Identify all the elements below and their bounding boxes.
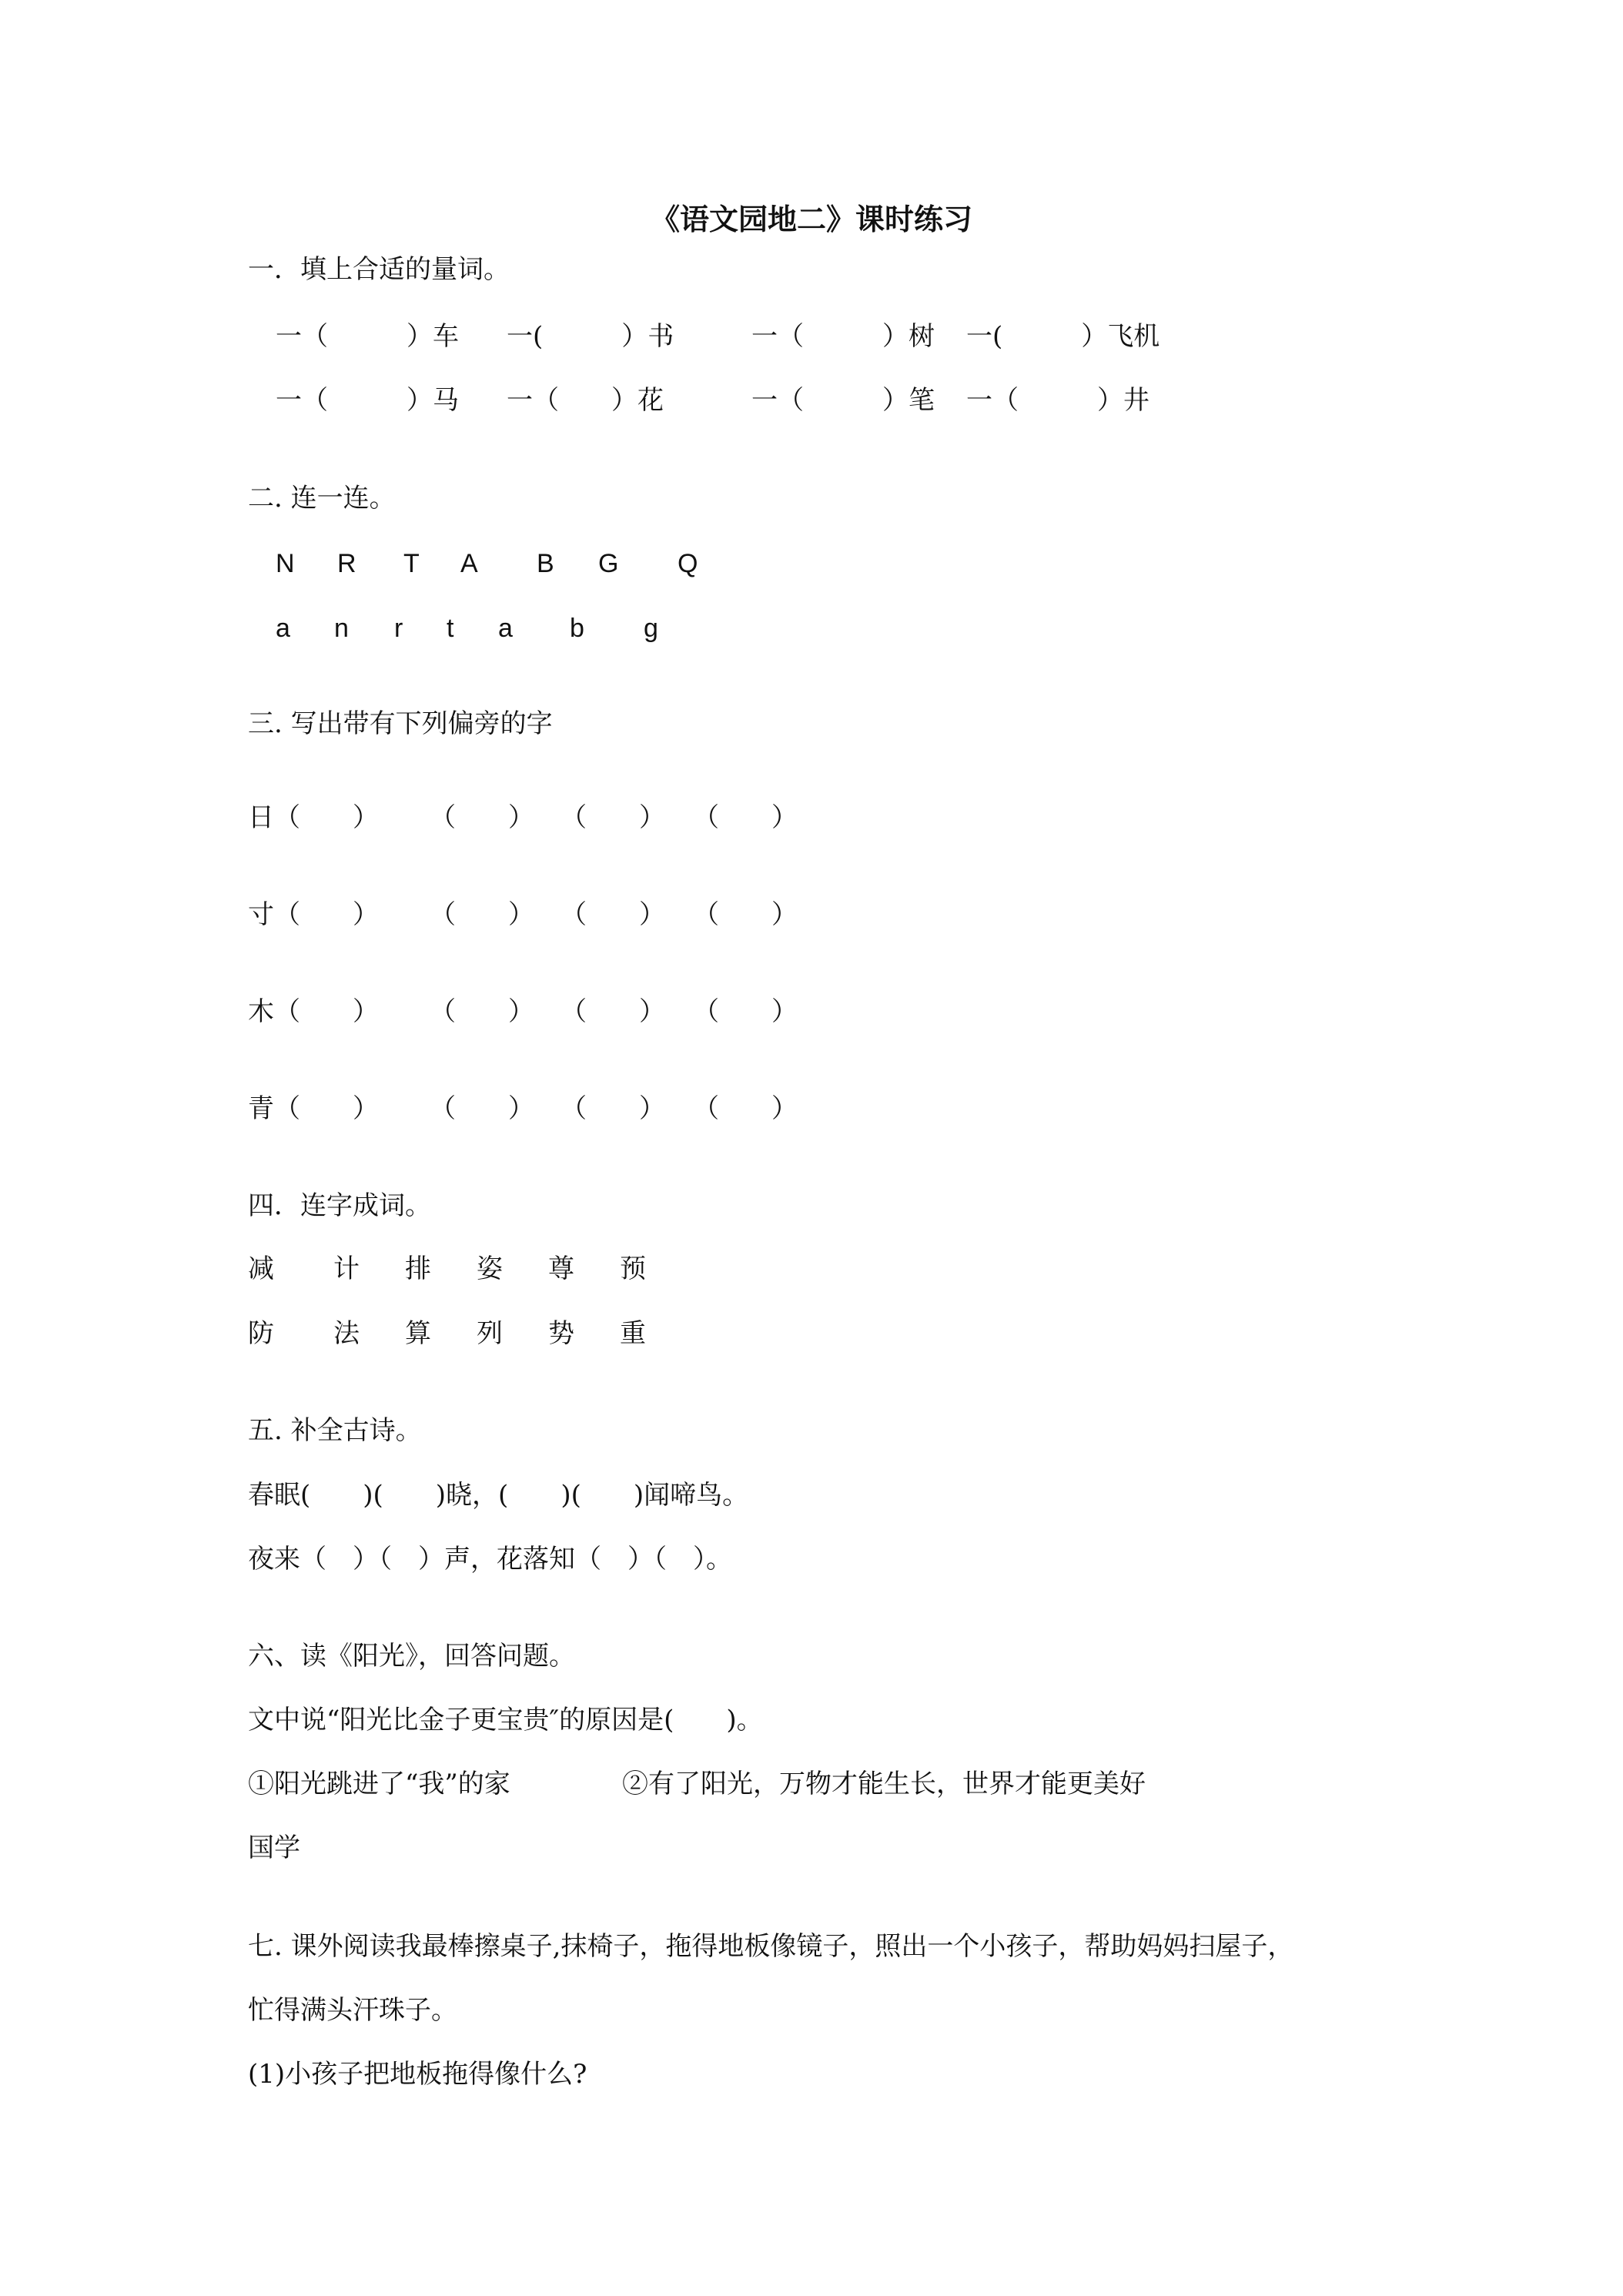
character: 减 (248, 1253, 274, 1284)
section-3-heading: 三. 写出带有下列偏旁的字 (248, 708, 553, 739)
lowercase-letter: r (394, 614, 403, 643)
lowercase-letter: b (570, 614, 584, 643)
measure-word-item: 一（ ）车 (276, 321, 459, 352)
stray-text: 国学 (248, 1832, 300, 1863)
radical-blank: （ ） (693, 996, 798, 1027)
radical-blank: （ ） (430, 996, 534, 1027)
character: 算 (405, 1318, 431, 1349)
measure-word-item: 一（ ）树 (751, 321, 935, 352)
uppercase-letter: A (460, 549, 478, 578)
section-4-heading: 四．连字成词。 (248, 1190, 431, 1221)
uppercase-letter: G (598, 549, 619, 578)
character: 势 (548, 1318, 574, 1349)
character: 姿 (477, 1253, 503, 1284)
lowercase-letter: t (447, 614, 454, 643)
radical-blank: 木（ ） (248, 996, 379, 1027)
section-7-question-1: (1)小孩子把地板拖得像什么? (248, 2059, 587, 2090)
measure-word-item: 一（ ）笔 (751, 385, 935, 416)
character: 法 (333, 1318, 360, 1349)
reading-question: 文中说“阳光比金子更宝贵″的原因是( )。 (248, 1705, 763, 1735)
character: 防 (248, 1318, 274, 1349)
character: 预 (620, 1253, 646, 1284)
radical-blank: （ ） (693, 802, 798, 833)
character: 尊 (548, 1253, 574, 1284)
measure-word-item: 一（ ）花 (507, 385, 664, 416)
poem-line: 夜来（ ）（ ）声，花落知（ ）（ ）。 (248, 1544, 732, 1575)
radical-blank: （ ） (693, 1093, 798, 1124)
section-7-text: 七. 课外阅读我最棒擦桌子,抹椅子，拖得地板像镜子，照出一个小孩子，帮助妈妈扫屋子， (248, 1931, 1294, 1962)
radical-blank: 寸（ ） (248, 899, 379, 930)
character: 计 (333, 1253, 360, 1284)
radical-blank: （ ） (693, 899, 798, 930)
character: 排 (405, 1253, 431, 1284)
radical-blank: （ ） (430, 899, 534, 930)
answer-option-1: ①阳光跳进了“我”的家 (248, 1769, 510, 1799)
poem-line: 春眠( )( )晓，( )( )闻啼鸟。 (248, 1480, 749, 1511)
radical-blank: （ ） (561, 899, 665, 930)
measure-word-item: 一( ）飞机 (966, 321, 1160, 352)
uppercase-letter: Q (678, 549, 698, 578)
section-6-heading: 六、读《阳光》，回答问题。 (248, 1641, 575, 1672)
radical-blank: 青（ ） (248, 1093, 379, 1124)
radical-blank: （ ） (430, 1093, 534, 1124)
uppercase-letter: R (337, 549, 356, 578)
character: 列 (477, 1318, 503, 1349)
measure-word-item: 一（ ）马 (276, 385, 459, 416)
radical-blank: 日（ ） (248, 802, 379, 833)
page-title: 《语文园地二》课时练习 (650, 202, 972, 236)
lowercase-letter: a (498, 614, 513, 643)
radical-blank: （ ） (561, 1093, 665, 1124)
lowercase-letter: g (644, 614, 658, 643)
character: 重 (620, 1318, 646, 1349)
lowercase-letter: n (334, 614, 349, 643)
uppercase-letter: B (537, 549, 554, 578)
section-7-text-continued: 忙得满头汗珠子。 (248, 1995, 457, 2026)
measure-word-item: 一( ）书 (507, 321, 674, 352)
answer-option-2: ②有了阳光，万物才能生长，世界才能更美好 (622, 1769, 1146, 1799)
section-2-heading: 二. 连一连。 (248, 483, 396, 514)
radical-blank: （ ） (561, 802, 665, 833)
measure-word-item: 一（ ）井 (966, 385, 1149, 416)
lowercase-letter: a (276, 614, 290, 643)
uppercase-letter: T (403, 549, 420, 578)
radical-blank: （ ） (430, 802, 534, 833)
uppercase-letter: N (276, 549, 295, 578)
section-5-heading: 五. 补全古诗。 (248, 1415, 422, 1446)
section-1-heading: 一．填上合适的量词。 (248, 254, 510, 285)
radical-blank: （ ） (561, 996, 665, 1027)
